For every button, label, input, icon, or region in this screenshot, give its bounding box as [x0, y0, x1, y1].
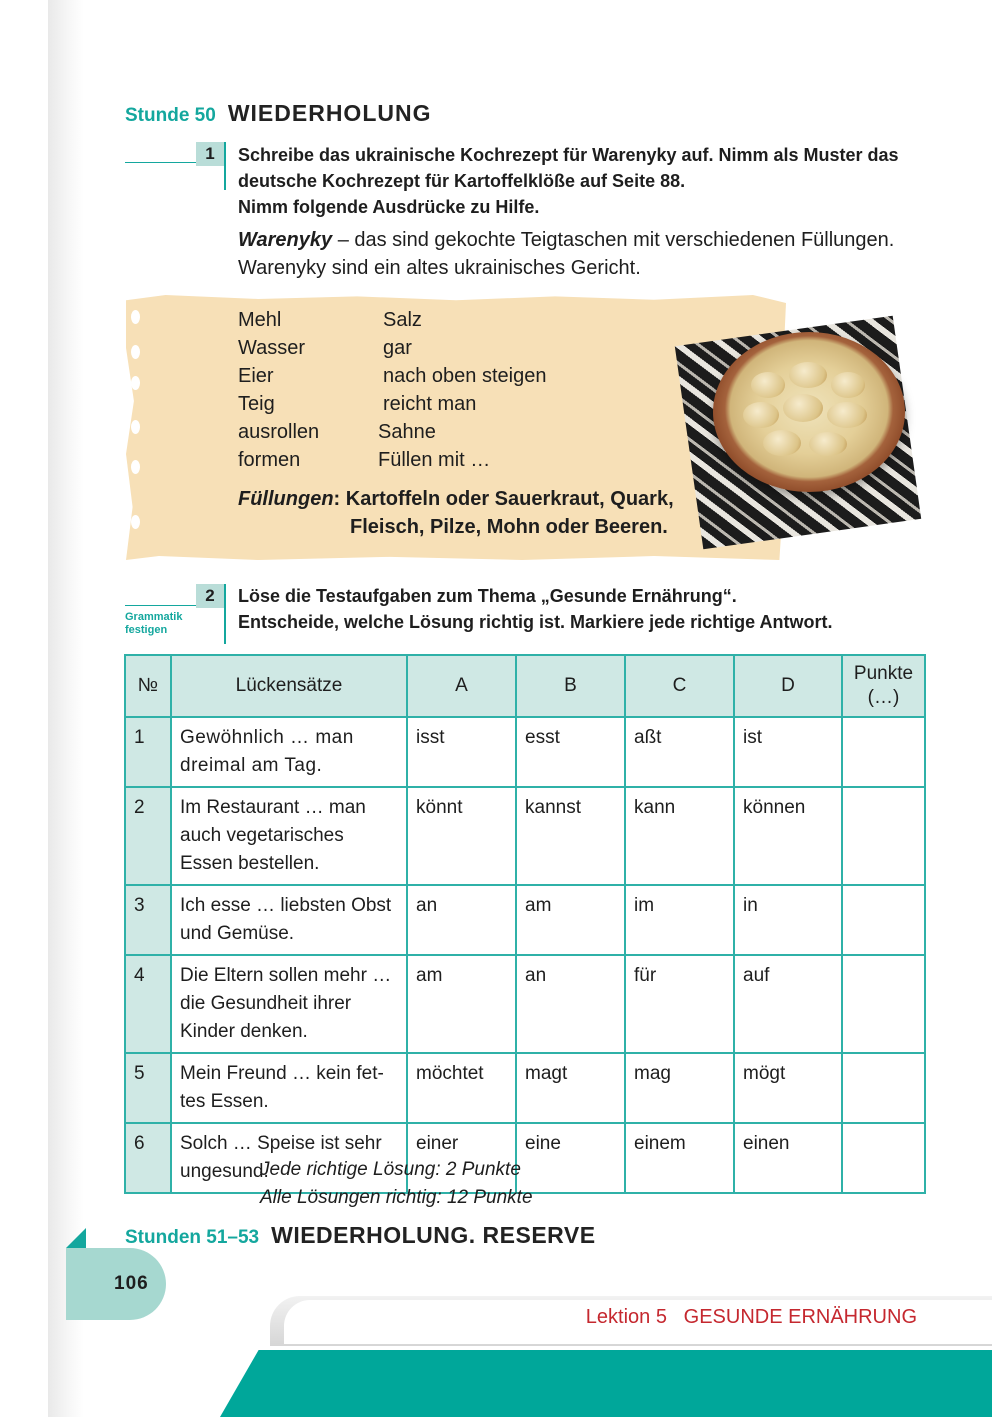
points-cell[interactable]	[842, 787, 925, 885]
answer-option-c[interactable]: einem	[625, 1123, 734, 1193]
varenyky-bowl-image	[713, 332, 905, 492]
column-header: Punkte (…)	[842, 655, 925, 717]
fillings-line-2: Fleisch, Pilze, Mohn oder Beeren.	[350, 516, 668, 538]
answer-option-c[interactable]: im	[625, 885, 734, 955]
table-row	[125, 885, 925, 955]
page-number-tab	[66, 1248, 166, 1320]
points-cell[interactable]	[842, 717, 925, 787]
gap-sentence: Die Eltern sollen mehr … die Gesundheit ihrer Kinder denken.	[171, 955, 407, 1053]
answer-option-a[interactable]: könnt	[407, 787, 516, 885]
column-header: №	[125, 655, 171, 717]
paper-hole	[131, 515, 140, 529]
answer-option-b[interactable]: am	[516, 885, 625, 955]
dumpling	[763, 430, 801, 456]
vocabulary-left-column: Mehl Wasser Eier Teig ausrollen formen	[238, 309, 320, 471]
answer-option-c[interactable]: kann	[625, 787, 734, 885]
fillings-line: Füllungen: Kartoffeln oder Sauerkraut, Quark,	[238, 488, 674, 510]
column-header: D	[734, 655, 842, 717]
points-cell[interactable]	[842, 885, 925, 955]
answer-option-b[interactable]: eine	[516, 1123, 625, 1193]
column-header: B	[516, 655, 625, 717]
table-row	[125, 955, 925, 1053]
task-1-instruction: Schreibe das ukrainische Kochrezept für Warenyky auf. Nimm als Muster das deutsche Kochrezept für Kartoffelklöße auf Seite 88. Nimm folgende Ausdrücke zu Hilfe.	[238, 145, 899, 217]
paper-hole	[131, 420, 140, 434]
answer-option-b[interactable]: magt	[516, 1053, 625, 1123]
row-number: 3	[125, 885, 171, 955]
footer-teal-band	[220, 1350, 992, 1417]
answer-option-c[interactable]: mag	[625, 1053, 734, 1123]
next-lesson-heading	[125, 1222, 596, 1249]
gap-sentence: Gewöhnlich … man dreimal am Tag.	[171, 717, 407, 787]
column-header: Lückensätze	[171, 655, 407, 717]
row-number: 1	[125, 717, 171, 787]
answer-option-d[interactable]: einen	[734, 1123, 842, 1193]
dumpling	[751, 372, 785, 398]
gap-sentence: Mein Freund … kein fet-tes Essen.	[171, 1053, 407, 1123]
row-number: 5	[125, 1053, 171, 1123]
table-row	[125, 787, 925, 885]
table-row	[125, 717, 925, 787]
answer-option-c[interactable]: aßt	[625, 717, 734, 787]
answer-option-a[interactable]: isst	[407, 717, 516, 787]
task-1-number: 1	[196, 142, 224, 166]
chapter-title: Lektion 5 GESUNDE ERNÄHRUNG	[585, 1306, 917, 1328]
dumpling	[783, 394, 823, 422]
column-header: C	[625, 655, 734, 717]
task-2-number: 2	[196, 584, 224, 608]
dumpling	[743, 402, 779, 428]
answer-option-b[interactable]: an	[516, 955, 625, 1053]
grammar-side-label: Grammatik festigen	[125, 611, 183, 636]
answer-option-b[interactable]: kannst	[516, 787, 625, 885]
table-row	[125, 1053, 925, 1123]
warenyky-definition: Warenyky – das sind gekochte Teigtaschen mit verschiedenen Füllungen. Warenyky sind ein altes ukrainisches Gericht.	[238, 229, 895, 279]
page-binding-edge	[48, 0, 84, 1417]
fillings-label: Füllungen	[238, 488, 334, 510]
warenyky-term: Warenyky	[238, 229, 333, 251]
points-cell[interactable]	[842, 1123, 925, 1193]
lesson-title: WIEDERHOLUNG	[227, 100, 432, 126]
gap-sentence: Solch … Speise ist sehr ungesund.	[171, 1123, 407, 1193]
answer-option-a[interactable]: an	[407, 885, 516, 955]
table-header-row	[125, 655, 925, 717]
dumpling	[827, 402, 867, 428]
answer-option-d[interactable]: auf	[734, 955, 842, 1053]
vocabulary-right-column: Salz gar nach oben steigen reicht man Sahne Füllen mit …	[378, 309, 547, 471]
points-cell[interactable]	[842, 955, 925, 1053]
answer-option-a[interactable]: einer	[407, 1123, 516, 1193]
answer-option-d[interactable]: können	[734, 787, 842, 885]
test-table	[124, 654, 926, 1194]
answer-option-d[interactable]: mögt	[734, 1053, 842, 1123]
paper-hole	[131, 310, 140, 324]
dumpling	[809, 432, 847, 456]
answer-option-d[interactable]: ist	[734, 717, 842, 787]
lesson-heading	[125, 100, 431, 127]
answer-option-b[interactable]: esst	[516, 717, 625, 787]
row-number: 6	[125, 1123, 171, 1193]
row-number: 2	[125, 787, 171, 885]
task-2-instruction: Löse die Testaufgaben zum Thema „Gesunde Ernährung“. Entscheide, welche Lösung richtig ist. Markiere jede richtige Antwort.	[238, 586, 833, 632]
scoring-note: Jede richtige Lösung: 2 Punkte Alle Lösungen richtig: 12 Punkte	[260, 1159, 533, 1208]
paper-hole	[131, 345, 140, 359]
answer-option-a[interactable]: am	[407, 955, 516, 1053]
task-1-marker	[224, 142, 226, 190]
task-2-marker	[224, 584, 226, 644]
gap-sentence: Im Restaurant … man auch vegetarisches Essen bestellen.	[171, 787, 407, 885]
lesson-number: Stunde 50	[125, 105, 216, 126]
page-number: 106	[114, 1273, 149, 1294]
lesson-number: Stunden 51–53	[125, 1227, 260, 1248]
gap-sentence: Ich esse … liebsten Obst und Gemüse.	[171, 885, 407, 955]
points-cell[interactable]	[842, 1053, 925, 1123]
answer-option-c[interactable]: für	[625, 955, 734, 1053]
dumpling	[789, 362, 827, 388]
dumpling	[831, 372, 865, 398]
lesson-title: WIEDERHOLUNG. RESERVE	[271, 1222, 596, 1248]
paper-hole	[131, 376, 140, 390]
answer-option-a[interactable]: möchtet	[407, 1053, 516, 1123]
column-header: A	[407, 655, 516, 717]
paper-hole	[131, 460, 140, 474]
answer-option-d[interactable]: in	[734, 885, 842, 955]
page-tab-corner	[66, 1228, 86, 1248]
row-number: 4	[125, 955, 171, 1053]
